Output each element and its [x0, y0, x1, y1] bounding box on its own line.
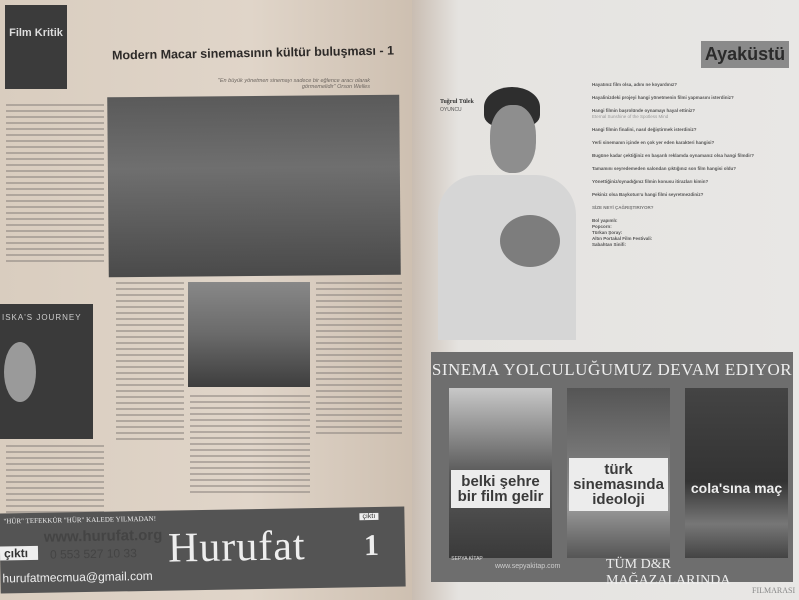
article-column-5 — [190, 395, 310, 493]
question: Bugüne kadar çektiğiniz en başarılı reklamda oynamanız olsa hangi filmdir? — [592, 153, 755, 158]
ad-website[interactable]: www.hurufat.org — [43, 526, 163, 546]
question: Yönettiğiniz/oynadığınız filmin konusu itirazları kimin? — [592, 179, 709, 184]
tshirt-graphic — [500, 215, 560, 267]
article-column-2 — [116, 282, 184, 440]
qa-list — [592, 82, 792, 248]
sepya-kitap-ad — [431, 352, 793, 588]
associations-title: SİZE NEYİ ÇAĞRIŞTIRIYOR? — [592, 205, 654, 210]
ad-phone: 0 553 527 10 33 — [49, 546, 137, 562]
question: Yerli sinemanın içinde en çok yer eden karakteri hangisi? — [592, 140, 715, 145]
hurufat-brand: Hurufat — [167, 523, 306, 572]
film-kritik-logo — [5, 5, 67, 89]
iskas-journey-poster — [0, 304, 93, 439]
question: Tamamını seyredemeden salondan çıktığınız son film hangisi oldu? — [592, 166, 736, 171]
issue-number: 1 — [363, 528, 380, 563]
page-footer: FILMARASI — [752, 586, 796, 595]
publisher-logo: SEPYA KİTAP — [451, 556, 483, 562]
association-item: Türkan Şoray: — [592, 230, 623, 235]
article-column-3 — [316, 282, 402, 434]
article-quote: "En büyük yönetmen sinemayı sadece bir eğlence aracı olarak görmemelidir" Orson Welles — [217, 78, 370, 90]
poster-title: ISKA'S JOURNEY — [2, 313, 82, 322]
publisher-website[interactable]: www.sepyakitap.com — [495, 563, 561, 570]
book-cover — [449, 388, 552, 558]
ad-headline: SINEMA YOLCULUĞUMUZ DEVAM EDIYOR — [431, 360, 793, 379]
issue-label: çıktı — [359, 513, 378, 520]
article-column-1 — [6, 104, 104, 262]
book-title: cola'sına maç — [690, 480, 783, 496]
ad-email[interactable]: hurufatmecmua@gmail.com — [2, 568, 153, 586]
question: Hayalinizdeki projeyi hangi yönetmenin filmi yapmasını isterdiniz? — [592, 95, 734, 100]
actor-photo — [428, 85, 586, 340]
association-item: Sabahtan Sinifi: — [592, 242, 627, 247]
person-name: Tuğrul Tülek — [440, 99, 474, 105]
question: Hangi filmin finalini, nasıl değiştirmek isterdiniz? — [592, 127, 697, 132]
book-title: türk sinemasında ideoloji — [569, 458, 668, 511]
question: Hangi filmin başrolünde oynamayı hayal ettiniz? — [592, 108, 696, 113]
article-column-4 — [6, 445, 104, 513]
poster-face — [4, 342, 36, 402]
ad-badge: çıktı — [0, 546, 38, 561]
ad-tagline: TÜM D&R MAĞAZALARINDA — [606, 557, 731, 588]
association-item: Altın Portakal Film Festivali: — [592, 236, 653, 241]
children-dancing-photo — [107, 95, 401, 278]
section-title: Ayaküstü — [701, 41, 789, 68]
actor-face — [490, 105, 536, 173]
hurufat-ad — [0, 506, 406, 593]
book-cover — [567, 388, 670, 558]
book-title: belki şehre bir film gelir — [451, 470, 550, 508]
logo-title: Film Kritik — [9, 27, 63, 39]
person-role: OYUNCU — [440, 107, 462, 113]
association-item: Bol yapımlı: — [592, 218, 618, 223]
answer: Eternal Sunshine of the Spotless Mind — [592, 114, 669, 119]
book-cover — [685, 388, 788, 558]
association-item: Popcorn: — [592, 224, 612, 229]
question: Pekiniz olsa Baykotun'u hangi filmi seyretmezdiniz? — [592, 192, 704, 197]
article-title: Modern Macar sinemasının kültür buluşması - 1 — [111, 43, 395, 63]
ad-slogan: "HÜR" TEFEKKÜR "HÜR" KALEDE YILMADAN! — [3, 514, 157, 526]
soldiers-photo — [188, 282, 310, 387]
question: Hayatınız film olsa, adını ne koyardınız? — [592, 82, 678, 87]
